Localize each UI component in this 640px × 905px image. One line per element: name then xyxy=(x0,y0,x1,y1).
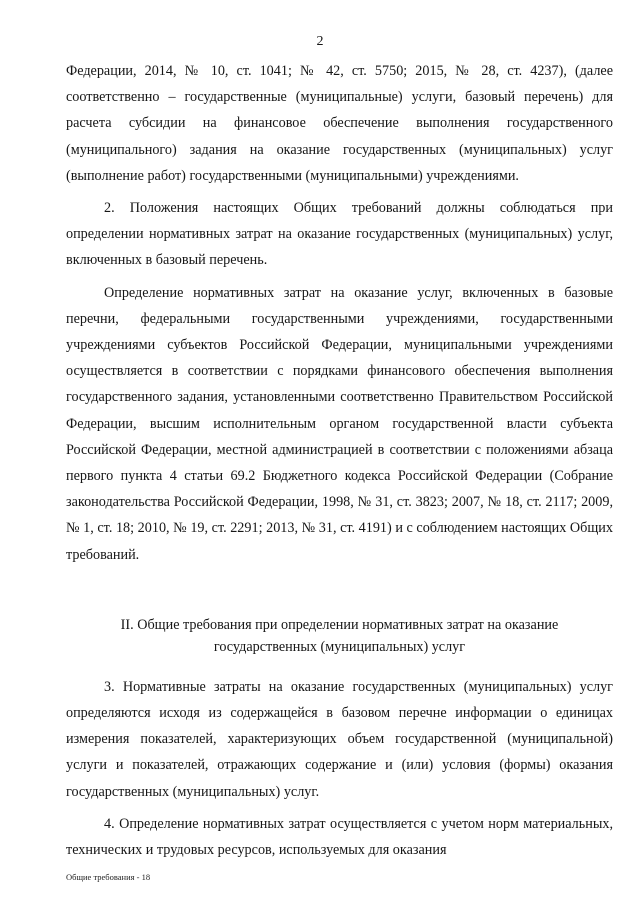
paragraph-determination: Определение нормативных затрат на оказание услуг, включенных в базовые перечни, федеральными государственными учреждениями, государственными учреждениями субъектов Российской Федерации, муниципальными учреждениями осуществляется в соответствии с порядками финансового обеспечения выполнения государственного задания, установленными соответственно Правительством Российской Федерации, высшим исполнительным органом государственной власти субъекта Российской Федерации, местной администрацией в соответствии с положениями абзаца первого пункта 4 статьи 69.2 Бюджетного кодекса Российской Федерации (Собрание законодательства Российской Федерации, 1998, № 31, ст. 3823; 2007, № 18, ст. 2117; 2009, № 1, ст. 18; 2010, № 19, ст. 2291; 2013, № 31, ст. 4191) и с соблюдением настоящих Общих требований. xyxy=(66,284,613,563)
footer-note: Общие требования - 18 xyxy=(66,872,151,882)
page-number: 2 xyxy=(316,34,324,49)
paragraph-4: 4. Определение нормативных затрат осуществляется с учетом норм материальных, технических и трудовых ресурсов, используемых для оказания xyxy=(66,815,613,859)
section-heading xyxy=(66,614,613,658)
paragraph-continuation: Федерации, 2014, № 10, ст. 1041; № 42, ст. 5750; 2015, № 28, ст. 4237), (далее соответственно – государственные (муниципальные) услуги, базовый перечень) для расчета субсидии на финансовое обеспечение выполнения государственного (муниципального) задания на оказание государственных (муниципальных) услуг (выполнение работ) государственными (муниципальными) учреждениями. xyxy=(66,63,613,184)
section-heading-line-1: II. Общие требования при определении нормативных затрат на оказание xyxy=(120,616,559,633)
paragraph-3: 3. Нормативные затраты на оказание государственных (муниципальных) услуг определяются исходя из содержащейся в базовом перечне информации о единицах измерения показателей, характеризующих объем государственной (муниципальной) услуги и показателей, отражающих содержание и (или) условия (формы) оказания государственных (муниципальных) услуг. xyxy=(66,678,613,800)
section-heading-line-2: государственных (муниципальных) услуг xyxy=(213,638,466,655)
document-body xyxy=(66,58,613,863)
paragraph-2: 2. Положения настоящих Общих требований должны соблюдаться при определении нормативных затрат на оказание государственных (муниципальных) услуг, включенных в базовый перечень. xyxy=(66,200,613,269)
